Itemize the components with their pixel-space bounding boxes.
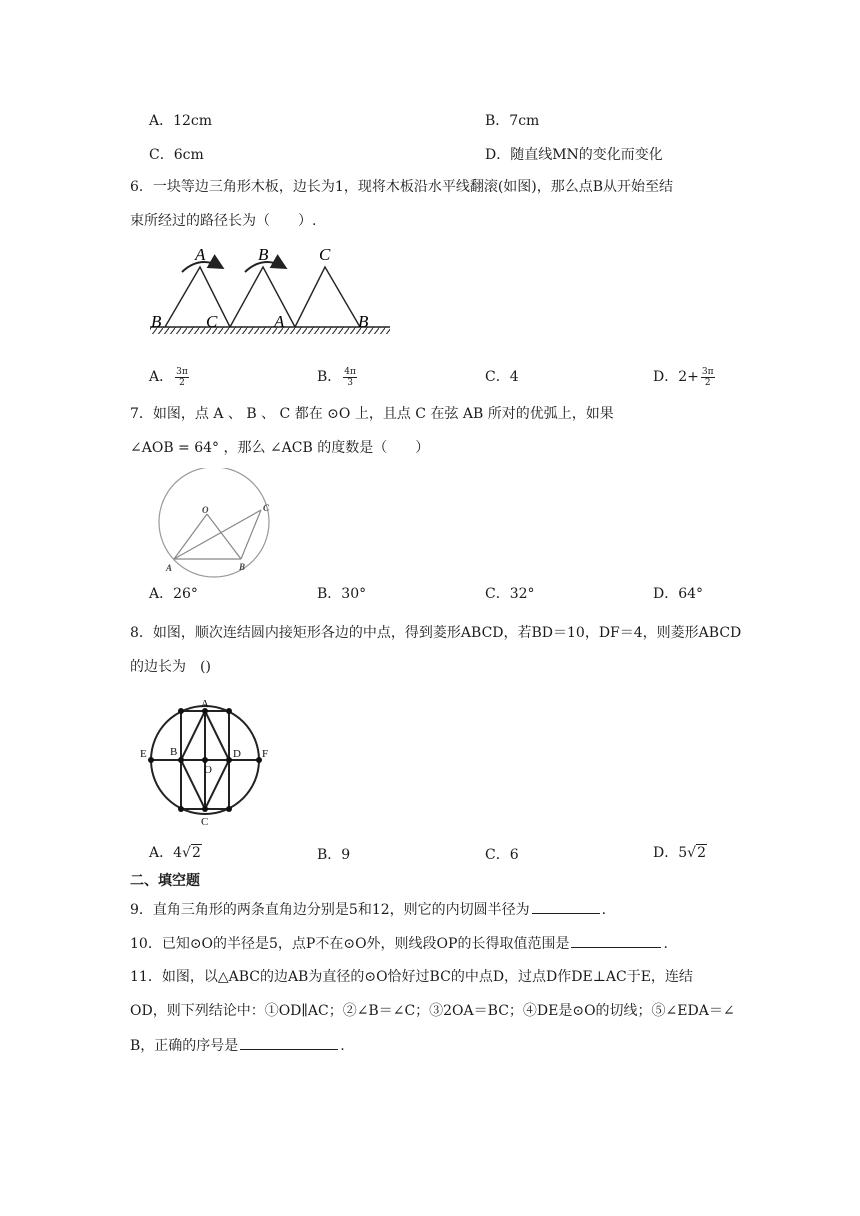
- q7-option-a: A．26°: [149, 586, 198, 602]
- q8-label-c: C: [201, 816, 209, 828]
- q8-option-c: C．6: [485, 847, 519, 863]
- q7-label-o: O: [202, 505, 209, 515]
- q8-text-line2: 的边长为 (): [130, 659, 211, 675]
- q11-text-line3: B，正确的序号是 .: [130, 1035, 345, 1056]
- q9-text: 9．直角三角形的两条直角边分别是5和12，则它的内切圆半径为 .: [130, 899, 606, 920]
- q6-option-c: C．4: [485, 369, 519, 385]
- q6-label-top3: C: [319, 245, 331, 264]
- q7-label-c: C: [263, 503, 270, 513]
- q6-option-b: B． $\frac{4\pi}{3}$: [317, 366, 356, 388]
- q9-answer-blank[interactable]: [532, 899, 600, 914]
- q6-text-line1: 6．一块等边三角形木板，边长为1，现将木板沿水平线翻滚(如图)，那么点B从开始至结: [130, 179, 674, 195]
- q8-option-a: A．4√2: [149, 845, 201, 861]
- q11-answer-blank[interactable]: [240, 1035, 338, 1050]
- q10-answer-blank[interactable]: [571, 933, 661, 948]
- q6-option-d: D．2+ $\frac{3\pi}{2}$: [653, 366, 714, 388]
- q8-label-d: D: [233, 748, 241, 760]
- q8-option-b: B．9: [317, 847, 351, 863]
- q8-label-b: B: [170, 746, 178, 758]
- q8-label-o: O: [204, 764, 212, 776]
- q6-label-b2: C: [206, 312, 218, 331]
- q8-label-e: E: [140, 748, 147, 760]
- q6-label-top2: B: [258, 245, 269, 264]
- q5-option-b: B．7cm: [485, 113, 540, 129]
- q5-option-a: A．12cm: [149, 113, 213, 129]
- q8-rhombus-figure: [138, 695, 273, 830]
- q7-text-line1: 7．如图，点 A 、 B 、 C 都在 ⊙O 上，且点 C 在弦 AB 所对的优弧上，如果: [130, 406, 614, 422]
- q6-rolling-triangle-figure: [145, 240, 395, 335]
- q8-text-line1: 8．如图，顺次连结圆内接矩形各边的中点，得到菱形ABCD，若BD＝10，DF＝4，则菱形ABCD: [130, 625, 742, 641]
- q5-option-d: D．随直线MN的变化而变化: [485, 147, 663, 163]
- q7-text-line2: ∠AOB = 64° ，那么 ∠ACB 的度数是（ ）: [130, 440, 430, 456]
- q7-label-a: A: [166, 563, 173, 573]
- q6-label-b4: B: [358, 312, 369, 331]
- q7-option-d: D．64°: [653, 586, 704, 602]
- q11-text-line1: 11．如图，以△ABC的边AB为直径的⊙O恰好过BC的中点D，过点D作DE⊥AC于E，连结: [130, 969, 693, 985]
- q6-label-b3: A: [274, 312, 285, 331]
- q5-option-c: C．6cm: [149, 147, 204, 163]
- q6-label-b1: B: [151, 312, 162, 331]
- q8-label-f: F: [262, 748, 269, 760]
- q7-label-b: B: [239, 562, 246, 572]
- q10-text: 10．已知⊙O的半径是5，点P不在⊙O外，则线段OP的长得取值范围是 .: [130, 933, 668, 954]
- q7-option-c: C．32°: [485, 586, 535, 602]
- q7-option-b: B．30°: [317, 586, 367, 602]
- q6-option-a: A． $\frac{3\pi}{2}$: [149, 366, 188, 388]
- q6-label-top1: A: [195, 245, 206, 264]
- q7-circle-figure: [150, 468, 280, 578]
- section-heading-fill-in: 二、填空题: [130, 873, 200, 889]
- q6-text-line2: 束所经过的路径长为（ ）.: [130, 213, 317, 229]
- q8-label-a: A: [201, 698, 209, 710]
- q11-text-line2: OD，则下列结论中：①OD∥AC；②∠B＝∠C；③2OA＝BC；④DE是⊙O的切线；⑤∠EDA＝∠: [130, 1003, 735, 1019]
- q8-option-d: D．5√2: [653, 845, 706, 861]
